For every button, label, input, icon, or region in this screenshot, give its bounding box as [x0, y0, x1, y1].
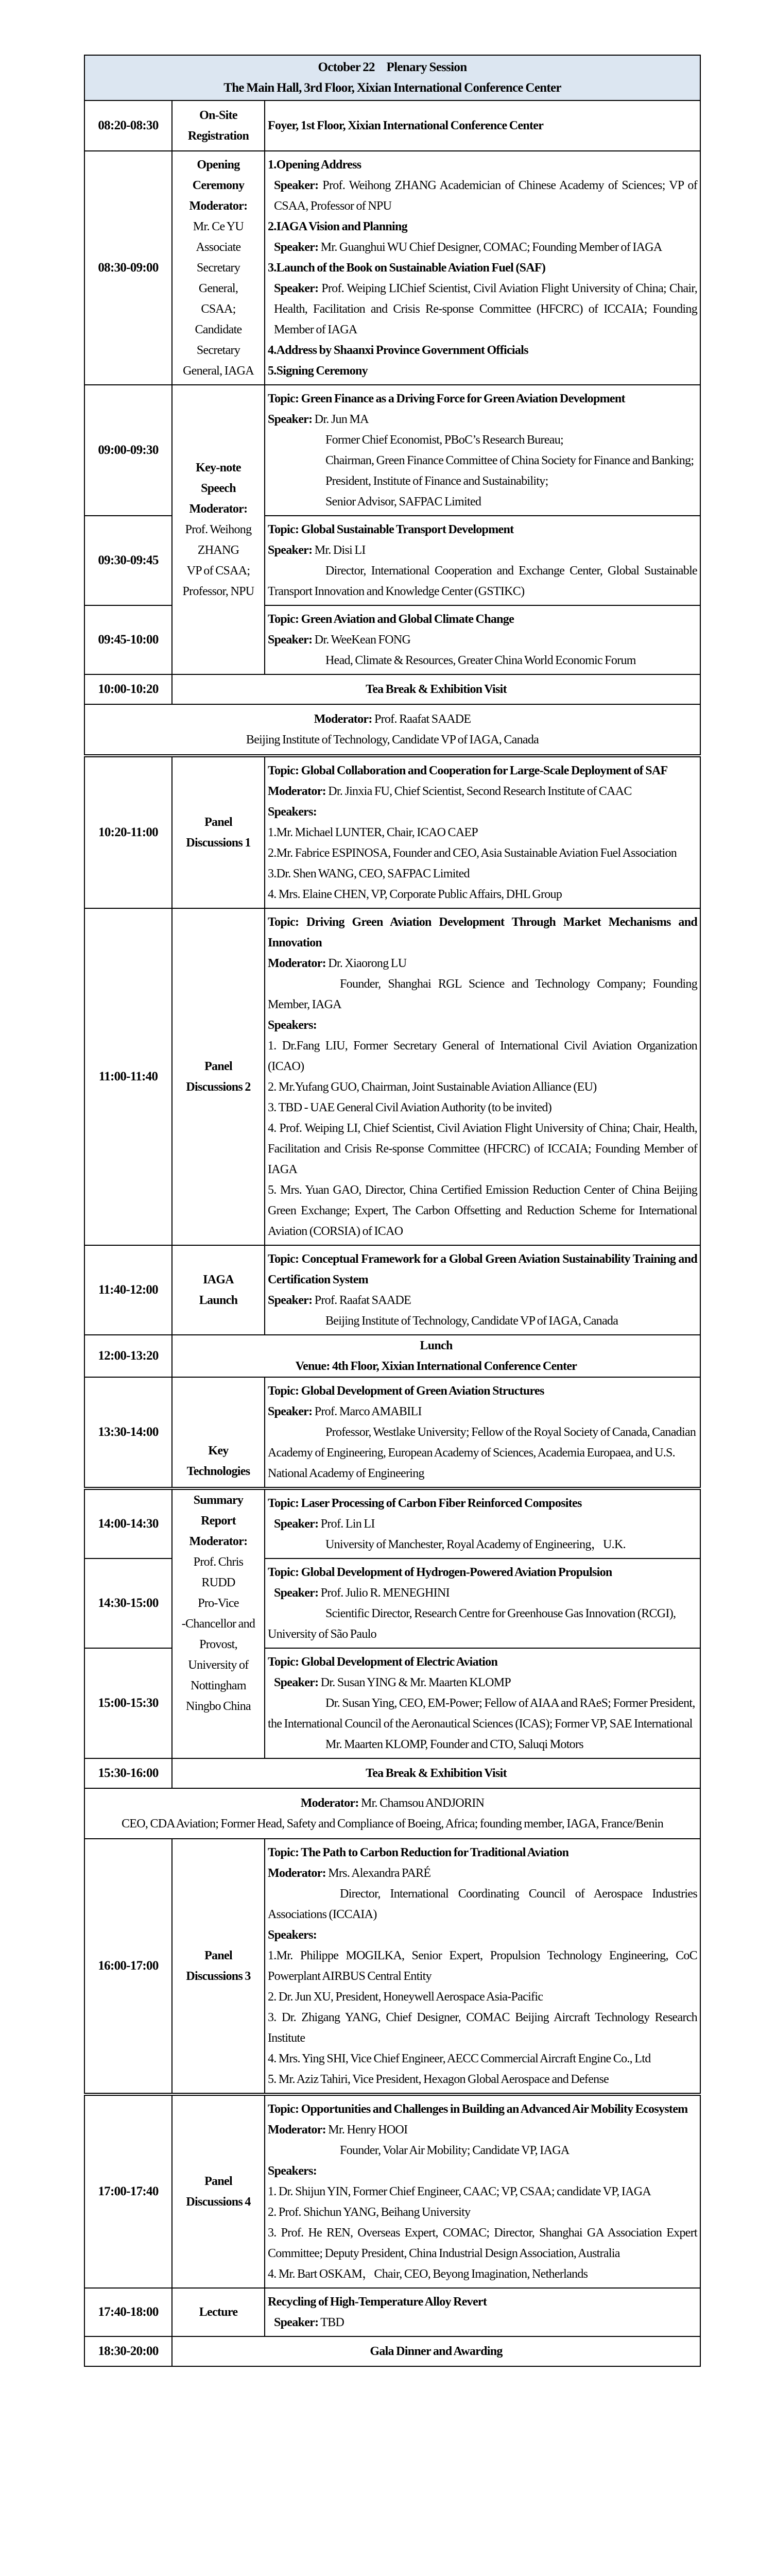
- speaker-line: [268, 2312, 697, 2333]
- time-cell: 17:40-18:00: [84, 2288, 172, 2336]
- affiliation-line: Beijing Institute of Technology, Candidate VP of IAGA, Canada: [325, 1314, 618, 1328]
- agenda-row-moderator: [84, 1788, 700, 1839]
- speaker-text: Prof. Weiping LIChief Scientist, Civil Aviation Flight University of China; Chair, Health, Facilitation and Crisis Re-sponse Committee (HFCRC) of ICCAIA; Founding Member of IAGA: [274, 282, 697, 336]
- label-line: Provost,: [199, 1638, 237, 1651]
- label-line: Secretary: [196, 344, 240, 357]
- label-line: Technologies: [186, 1465, 250, 1478]
- speaker-item: 3. Dr. Zhigang YANG, Chief Designer, COMAC Beijing Aircraft Technology Research Institute: [268, 2011, 697, 2045]
- speaker-label: Speaker:: [268, 633, 313, 647]
- topic-title: Topic: Laser Processing of Carbon Fiber Reinforced Composites: [268, 1497, 582, 1510]
- session-label: [172, 1377, 265, 1488]
- label-line: CSAA;: [201, 302, 236, 316]
- session-label: [172, 1839, 265, 2094]
- speaker-item: 4. Prof. Weiping LI, Chief Scientist, Civil Aviation Flight University of China; Chair, Health, Facilitation and Crisis Re-sponse Committee (HFCRC) of ICCAIA; Founding Member of IAGA: [268, 1122, 697, 1176]
- affiliation-line: Mr. Maarten KLOMP, Founder and CTO, Saluqi Motors: [325, 1738, 583, 1751]
- label-line: Summary: [193, 1494, 244, 1507]
- label-line: On-Site: [199, 109, 237, 122]
- affiliation-line: Head, Climate & Resources, Greater China World Economic Forum: [325, 654, 636, 667]
- session-label: [172, 385, 265, 674]
- agenda-row-tea-break: [84, 674, 700, 704]
- moderator-name: Mr. Chamsou ANDJORIN: [358, 1797, 485, 1810]
- agenda-row-registration: [84, 100, 700, 151]
- lunch-cell: [172, 1335, 700, 1377]
- keynote-content: [265, 385, 700, 516]
- time-cell: 15:30-16:00: [84, 1758, 172, 1788]
- label-line: Discussions 2: [186, 1080, 251, 1094]
- time-cell: 09:00-09:30: [84, 385, 172, 516]
- moderator-affiliation: CEO, CDA Aviation; Former Head, Safety and Compliance of Boeing, Africa; founding member, IAGA, France/Benin: [121, 1817, 664, 1831]
- time-cell: 11:00-11:40: [84, 908, 172, 1245]
- moderator-line: [268, 1863, 697, 1884]
- time-cell: 18:30-20:00: [84, 2336, 172, 2366]
- topic-title: Recycling of High-Temperature Alloy Revert: [268, 2295, 487, 2309]
- label-line: VP of CSAA;: [186, 564, 250, 578]
- agenda-table: [84, 55, 701, 2367]
- time-cell: 17:00-17:40: [84, 2094, 172, 2288]
- affiliation-line: Professor, Westlake University; Fellow of the Royal Society of Canada, Canadian Academy of Engineering, European Academy of Sciences, Academia Europaea, and U.S. National Academy of Engineering: [268, 1426, 696, 1480]
- speaker-line: [268, 409, 697, 430]
- lecture-content: [265, 2288, 700, 2336]
- time-cell: 10:00-10:20: [84, 674, 172, 704]
- session-title: October 22 Plenary Session: [318, 60, 467, 74]
- moderator-label: Moderator:: [314, 713, 372, 726]
- speaker-text: Prof. Weihong ZHANG Academician of Chinese Academy of Sciences; VP of CSAA, Professor of NPU: [274, 179, 697, 213]
- session-label: [172, 756, 265, 908]
- agenda-row-panel-1: [84, 756, 700, 908]
- speaker-item: 3. Prof. He REN, Overseas Expert, COMAC; Director, Shanghai GA Association Expert Committee; Deputy President, China Industrial Design Association, Australia: [268, 2226, 697, 2260]
- agenda-row-lecture: [84, 2288, 700, 2336]
- affiliation-line: Scientific Director, Research Centre for Greenhouse Gas Innovation (RCGI), University of São Paulo: [268, 1607, 676, 1641]
- moderator-affiliation: Beijing Institute of Technology, Candidate VP of IAGA, Canada: [246, 733, 539, 747]
- affiliation-line: Former Chief Economist, PBoC’s Research Bureau;: [325, 433, 564, 447]
- moderator-label: Moderator:: [268, 957, 326, 970]
- speaker-item: 2. Dr. Jun XU, President, Honeywell Aerospace Asia-Pacific: [268, 1990, 543, 2004]
- label-line: Discussions 1: [186, 836, 251, 850]
- keytech-content: [265, 1377, 700, 1488]
- header-row: [84, 55, 700, 100]
- label-line: -Chancellor and: [181, 1617, 255, 1631]
- moderator-name: Mrs. Alexandra PARÉ: [325, 1867, 431, 1880]
- label-line: Moderator:: [189, 199, 248, 213]
- speaker-item: 2. Prof. Shichun YANG, Beihang University: [268, 2206, 471, 2219]
- speaker-label: Speaker:: [274, 1586, 319, 1600]
- topic-title: Topic: Green Aviation and Global Climate Change: [268, 613, 514, 626]
- speaker-item: 1.Mr. Philippe MOGILKA, Senior Expert, Propulsion Technology Engineering, CoC Powerplant AIRBUS Central Entity: [268, 1949, 697, 1983]
- label-line: Associate: [196, 241, 241, 254]
- speaker-item: 5. Mr. Aziz Tahiri, Vice President, Hexagon Global Aerospace and Defense: [268, 2073, 609, 2086]
- label-line: RUDD: [201, 1576, 235, 1589]
- speaker-text: Mr. Guanghui WU Chief Designer, COMAC; Founding Member of IAGA: [318, 241, 662, 254]
- speaker-item: 4. Mr. Bart OSKAM，Chair, CEO, Beyong Imagination, Netherlands: [268, 2267, 588, 2281]
- topic-title: Topic: Global Development of Green Aviation Structures: [268, 1384, 544, 1398]
- label-line: Report: [201, 1514, 236, 1528]
- moderator-line: [268, 781, 697, 802]
- label-line: Panel: [204, 1060, 232, 1073]
- lunch-venue: Venue: 4th Floor, Xixian International Conference Center: [295, 1360, 577, 1373]
- time-cell: 14:00-14:30: [84, 1488, 172, 1558]
- session-label: Lecture: [172, 2288, 265, 2336]
- tea-break-text: Tea Break & Exhibition Visit: [172, 674, 700, 704]
- moderator-banner: [84, 704, 700, 756]
- session-header: [84, 55, 700, 100]
- label-line: Moderator:: [189, 1535, 248, 1548]
- label-line: General,: [198, 282, 238, 295]
- speaker-line: [268, 1514, 697, 1534]
- topic-title: Topic: Driving Green Aviation Development Through Market Mechanisms and Innovation: [268, 916, 697, 950]
- agenda-row-key-technologies: [84, 1377, 700, 1488]
- lunch-title: Lunch: [420, 1339, 453, 1352]
- label-line: Nottingham: [191, 1679, 246, 1692]
- panel-content: [265, 1839, 700, 2094]
- time-cell: 10:20-11:00: [84, 756, 172, 908]
- label-line: Candidate: [195, 323, 242, 336]
- speaker-item: 5. Mrs. Yuan GAO, Director, China Certified Emission Reduction Center of China Beijing Green Exchange; Expert, The Carbon Offsetting and Reduction Scheme for International Aviation (CORSIA) of ICAO: [268, 1183, 697, 1238]
- speaker-label: Speaker:: [268, 413, 313, 426]
- session-venue: The Main Hall, 3rd Floor, Xixian International Conference Center: [223, 81, 561, 95]
- speaker-item: 4. Mrs. Ying SHI, Vice Chief Engineer, AECC Commercial Aircraft Engine Co., Ltd: [268, 2052, 651, 2065]
- speaker-label: Speaker:: [268, 544, 313, 557]
- panel-content: [265, 908, 700, 1245]
- affiliation-line: Director, International Cooperation and Exchange Center, Global Sustainable Transport Innovation and Knowledge Center (GSTIKC): [268, 564, 697, 598]
- time-cell: 09:45-10:00: [84, 605, 172, 674]
- label-line: Prof. Weihong: [185, 523, 252, 536]
- label-line: Panel: [204, 1949, 232, 1962]
- moderator-label: Moderator:: [300, 1797, 359, 1810]
- moderator-line: [268, 953, 697, 974]
- speaker-label: Speaker:: [274, 1676, 319, 1689]
- topic-title: Topic: Global Sustainable Transport Development: [268, 523, 514, 536]
- time-cell: 13:30-14:00: [84, 1377, 172, 1488]
- label-line: Key-note: [196, 461, 241, 474]
- speaker-line: [268, 1672, 697, 1693]
- topic-title: Topic: Opportunities and Challenges in Building an Advanced Air Mobility Ecosystem: [268, 2103, 688, 2116]
- speaker-item: 2.Mr. Fabrice ESPINOSA, Founder and CEO, Asia Sustainable Aviation Fuel Association: [268, 846, 677, 860]
- speaker-line: [268, 1401, 697, 1422]
- speaker-name: Mr. Disi LI: [312, 544, 366, 557]
- topic-title: Topic: Global Development of Hydrogen-Powered Aviation Propulsion: [268, 1566, 612, 1579]
- session-label: [172, 151, 265, 385]
- speaker-item: 3. TBD - UAE General Civil Aviation Authority (to be invited): [268, 1101, 551, 1114]
- time-cell: 08:20-08:30: [84, 100, 172, 151]
- agenda-row-panel-4: [84, 2094, 700, 2288]
- moderator-line: [88, 1793, 697, 1814]
- label-line: Pro-Vice: [198, 1597, 239, 1610]
- agenda-row-lunch: [84, 1335, 700, 1377]
- agenda-row-gala: [84, 2336, 700, 2366]
- agenda-row-moderator: [84, 704, 700, 756]
- topic-title: Topic: The Path to Carbon Reduction for Traditional Aviation: [268, 1846, 569, 1859]
- agenda-row-keynote-1: [84, 385, 700, 516]
- topic-title: Topic: Conceptual Framework for a Global Green Aviation Sustainability Training and Certification System: [268, 1252, 697, 1286]
- registration-venue: Foyer, 1st Floor, Xixian International Conference Center: [265, 100, 700, 151]
- label-line: Moderator:: [189, 502, 248, 516]
- affiliation-line: President, Institute of Finance and Sustainability;: [325, 474, 548, 488]
- speaker-label: Speaker:: [268, 1405, 313, 1418]
- label-line: IAGA: [203, 1273, 234, 1286]
- moderator-affiliation: Director, International Coordinating Council of Aerospace Industries Associations (ICCAIA): [268, 1887, 697, 1921]
- speaker-item: 4. Mrs. Elaine CHEN, VP, Corporate Public Affairs, DHL Group: [268, 888, 562, 901]
- summary-content: [265, 1488, 700, 1558]
- program-item-title: 2.IAGA Vision and Planning: [268, 220, 407, 233]
- moderator-name: Dr. Jinxia FU, Chief Scientist, Second Research Institute of CAAC: [325, 785, 632, 798]
- keynote-content: [265, 605, 700, 674]
- speaker-item: 2. Mr.Yufang GUO, Chairman, Joint Sustainable Aviation Alliance (EU): [268, 1080, 597, 1094]
- agenda-row-summary-1: [84, 1488, 700, 1558]
- speakers-label: Speakers:: [268, 2164, 317, 2178]
- speakers-label: Speakers:: [268, 1019, 317, 1032]
- affiliation-line: Chairman, Green Finance Committee of China Society for Finance and Banking;: [325, 454, 694, 467]
- moderator-line: [268, 2120, 697, 2140]
- time-cell: 11:40-12:00: [84, 1245, 172, 1335]
- gala-text: Gala Dinner and Awarding: [172, 2336, 700, 2366]
- panel-content: [265, 756, 700, 908]
- speaker-name: Dr. WeeKean FONG: [312, 633, 411, 647]
- speaker-label: Speaker:: [274, 179, 319, 192]
- program-item-speaker: [268, 278, 697, 340]
- label-line: Professor, NPU: [182, 585, 254, 598]
- moderator-affiliation: Founder, Volar Air Mobility; Candidate VP, IAGA: [340, 2144, 570, 2157]
- speaker-name: TBD: [318, 2316, 344, 2329]
- speaker-name: Prof. Julio R. MENEGHINI: [318, 1586, 450, 1600]
- speaker-label: Speaker:: [268, 1294, 313, 1307]
- label-line: General, IAGA: [183, 364, 254, 378]
- agenda-row-iaga-launch: [84, 1245, 700, 1335]
- agenda-row-panel-2: [84, 908, 700, 1245]
- speaker-line: [268, 1583, 697, 1603]
- topic-title: Topic: Green Finance as a Driving Force for Green Aviation Development: [268, 392, 625, 405]
- speaker-name: Prof. Raafat SAADE: [312, 1294, 411, 1307]
- speaker-item: 1.Mr. Michael LUNTER, Chair, ICAO CAEP: [268, 826, 478, 839]
- time-cell: 14:30-15:00: [84, 1558, 172, 1648]
- moderator-affiliation: Founder, Shanghai RGL Science and Technology Company; Founding Member, IAGA: [268, 977, 697, 1011]
- moderator-label: Moderator:: [268, 2123, 326, 2137]
- label-line: Panel: [204, 2175, 232, 2188]
- moderator-label: Moderator:: [268, 785, 326, 798]
- label-line: Key: [208, 1444, 229, 1458]
- speaker-label: Speaker:: [274, 282, 319, 295]
- speaker-name: Prof. Lin LI: [318, 1517, 375, 1531]
- label-line: Prof. Chris: [193, 1555, 244, 1569]
- label-line: ZHANG: [197, 544, 239, 557]
- agenda-row-tea-break: [84, 1758, 700, 1788]
- tea-break-text: Tea Break & Exhibition Visit: [172, 1758, 700, 1788]
- speakers-label: Speakers:: [268, 805, 317, 819]
- time-cell: 15:00-15:30: [84, 1648, 172, 1758]
- moderator-name: Dr. Xiaorong LU: [325, 957, 407, 970]
- session-label: [172, 908, 265, 1245]
- topic-title: Topic: Global Development of Electric Aviation: [268, 1655, 498, 1669]
- label-line: Opening: [197, 158, 240, 172]
- program-item-title: 1.Opening Address: [268, 158, 361, 172]
- opening-program: [265, 151, 700, 385]
- moderator-label: Moderator:: [268, 1867, 326, 1880]
- label-line: Ningbo China: [186, 1700, 251, 1713]
- program-item-title: 4.Address by Shaanxi Province Government Officials: [268, 344, 528, 357]
- speaker-line: [268, 540, 697, 561]
- session-label: [172, 1488, 265, 1758]
- label-line: Registration: [187, 129, 249, 143]
- agenda-row-opening: [84, 151, 700, 385]
- speaker-item: 3.Dr. Shen WANG, CEO, SAFPAC Limited: [268, 867, 470, 880]
- program-item-title: 5.Signing Ceremony: [268, 364, 368, 378]
- time-cell: 12:00-13:20: [84, 1335, 172, 1377]
- time-cell: 16:00-17:00: [84, 1839, 172, 2094]
- label-line: Panel: [204, 816, 232, 829]
- moderator-name: Mr. Henry HOOI: [325, 2123, 408, 2137]
- speaker-item: 1. Dr.Fang LIU, Former Secretary General of International Civil Aviation Organization (ICAO): [268, 1039, 697, 1073]
- label-line: Discussions 3: [186, 1970, 251, 1983]
- label-line: Discussions 4: [186, 2195, 251, 2209]
- time-cell: 08:30-09:00: [84, 151, 172, 385]
- topic-title: Topic: Global Collaboration and Cooperation for Large-Scale Deployment of SAF: [268, 764, 668, 777]
- summary-content: [265, 1648, 700, 1758]
- speaker-name: Dr. Susan YING & Mr. Maarten KLOMP: [318, 1676, 511, 1689]
- keynote-content: [265, 516, 700, 605]
- program-item-speaker: [268, 237, 697, 258]
- panel-content: [265, 2094, 700, 2288]
- speaker-name: Dr. Jun MA: [312, 413, 369, 426]
- speaker-label: Speaker:: [274, 241, 319, 254]
- session-label: [172, 100, 265, 151]
- label-line: Ceremony: [192, 179, 245, 192]
- speaker-label: Speaker:: [274, 1517, 319, 1531]
- label-line: Speech: [201, 482, 236, 495]
- label-line: Mr. Ce YU: [193, 220, 244, 233]
- moderator-name: Prof. Raafat SAADE: [372, 713, 471, 726]
- speaker-label: Speaker:: [274, 2316, 319, 2329]
- program-item-speaker: [268, 175, 697, 216]
- speaker-line: [268, 630, 697, 650]
- label-line: University of: [188, 1658, 249, 1672]
- affiliation-line: University of Manchester, Royal Academy of Engineering，U.K.: [325, 1538, 626, 1551]
- label-line: Launch: [199, 1294, 238, 1307]
- affiliation-line: Senior Advisor, SAFPAC Limited: [325, 495, 481, 509]
- speakers-label: Speakers:: [268, 1928, 317, 1942]
- launch-content: [265, 1245, 700, 1335]
- label-line: Secretary: [196, 261, 240, 275]
- moderator-banner: [84, 1788, 700, 1839]
- moderator-line: [88, 709, 697, 730]
- session-label: [172, 2094, 265, 2288]
- speaker-item: 1. Dr. Shijun YIN, Former Chief Engineer, CAAC; VP, CSAA; candidate VP, IAGA: [268, 2185, 651, 2198]
- summary-content: [265, 1558, 700, 1648]
- agenda-row-panel-3: [84, 1839, 700, 2094]
- time-cell: 09:30-09:45: [84, 516, 172, 605]
- session-label: [172, 1245, 265, 1335]
- speaker-line: [268, 1290, 697, 1311]
- affiliation-line: Dr. Susan Ying, CEO, EM-Power; Fellow of AIAA and RAeS; Former President, the International Council of the Aeronautical Sciences (ICAS); Former VP, SAE International: [268, 1697, 695, 1731]
- program-item-title: 3.Launch of the Book on Sustainable Aviation Fuel (SAF): [268, 261, 546, 275]
- speaker-name: Prof. Marco AMABILI: [312, 1405, 422, 1418]
